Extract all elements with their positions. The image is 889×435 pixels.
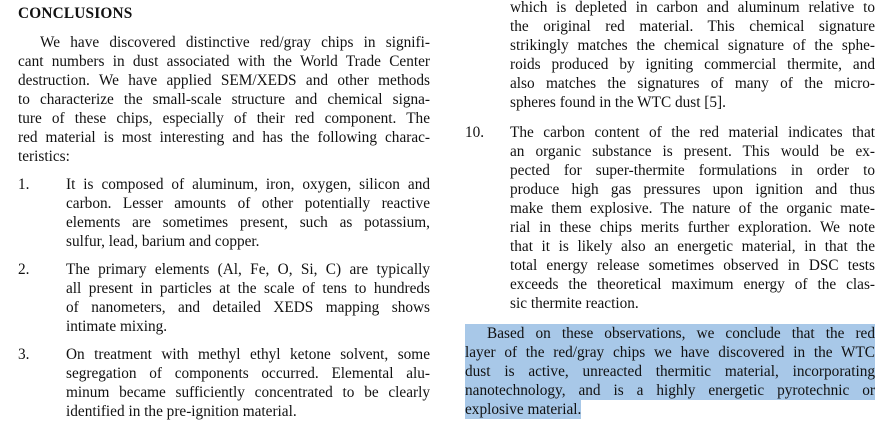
highlighted-conclusion — [465, 324, 875, 419]
list-item — [18, 175, 430, 251]
text-line: of nanometers, and detailed XEDS mapping shows — [66, 299, 430, 316]
text-line: all present in particles at the scale of tens to hundreds — [66, 280, 430, 297]
text-line: layer of the red/gray chips we have discovered in the WTC — [465, 344, 875, 361]
text-line: rial in these chips merits further exploration. We note — [510, 219, 875, 236]
intro-paragraph — [18, 33, 430, 166]
section-heading: CONCLUSIONS — [18, 5, 133, 22]
list-item — [18, 345, 430, 421]
text-line: It is composed of aluminum, iron, oxygen, silicon and — [66, 176, 430, 193]
text-line: exceeds the theoretical maximum energy of the clas- — [510, 276, 875, 293]
text-line: Based on these observations, we conclude that the red — [465, 324, 875, 343]
text-line: produce high gas pressures upon ignition and thus — [510, 181, 875, 198]
text-line: that it is likely also an energetic material, in that the — [510, 238, 875, 255]
text-line: cant numbers in dust associated with the World Trade Center — [18, 53, 430, 70]
text-line: red material is most interesting and has the following charac- — [18, 129, 430, 146]
text-line: The carbon content of the red material indicates that — [510, 124, 875, 141]
text-line: We have discovered distinctive red/gray chips in signifi- — [40, 34, 430, 51]
item-number: 10. — [465, 124, 485, 141]
list-item — [465, 123, 875, 313]
text-line: dust is active, unreacted thermitic material, incorporating — [465, 363, 875, 380]
text-line: ture of these chips, especially of their red component. The — [18, 110, 430, 127]
item-number: 3. — [18, 346, 30, 363]
text-line: to characterize the small-scale structure and chemical signa- — [18, 91, 430, 108]
text-line: elements are sometimes present, such as potassium, — [66, 214, 430, 231]
text-line: make them explosive. The nature of the organic mate- — [510, 200, 875, 217]
list-item — [18, 260, 430, 336]
text-line: nanotechnology, and is a highly energetic pyrotechnic or — [465, 382, 875, 399]
text-line: The primary elements (Al, Fe, O, Si, C) are typically — [66, 261, 430, 278]
text-line: strikingly matches the chemical signature of the sphe- — [510, 37, 875, 54]
text-line: sulfur, lead, barium and copper. — [66, 233, 260, 250]
text-line: teristics: — [18, 148, 70, 165]
text-line: sic thermite reaction. — [510, 295, 639, 312]
text-line: an organic substance is present. This would be ex- — [510, 143, 875, 160]
text-line: roids produced by igniting commercial thermite, and — [510, 56, 875, 73]
item-number: 2. — [18, 261, 30, 278]
text-line: explosive material. — [465, 401, 582, 418]
text-line: carbon. Lesser amounts of other potentially reactive — [66, 195, 430, 212]
right-column — [465, 0, 875, 419]
continued-list-item — [465, 0, 875, 112]
text-line: total energy release sometimes observed in DSC tests — [510, 257, 875, 274]
item-number: 1. — [18, 176, 30, 193]
text-line: pected for super-thermite formulations in order to — [510, 162, 875, 179]
text-line: segregation of components occurred. Elemental alu- — [66, 365, 430, 382]
text-line: On treatment with methyl ethyl ketone solvent, some — [66, 346, 430, 363]
left-column — [18, 0, 430, 421]
text-line: also matches the signatures of many of the micro- — [510, 75, 875, 92]
text-line: spheres found in the WTC dust [5]. — [510, 94, 726, 111]
text-line: minum became sufficiently concentrated to be clearly — [66, 384, 430, 401]
text-line: identified in the pre-ignition material. — [66, 403, 297, 420]
text-line: destruction. We have applied SEM/XEDS and other methods — [18, 72, 430, 89]
text-line: which is depleted in carbon and aluminum relative to — [510, 0, 875, 16]
text-line: the original red material. This chemical signature — [510, 18, 875, 35]
text-line: intimate mixing. — [66, 318, 168, 335]
